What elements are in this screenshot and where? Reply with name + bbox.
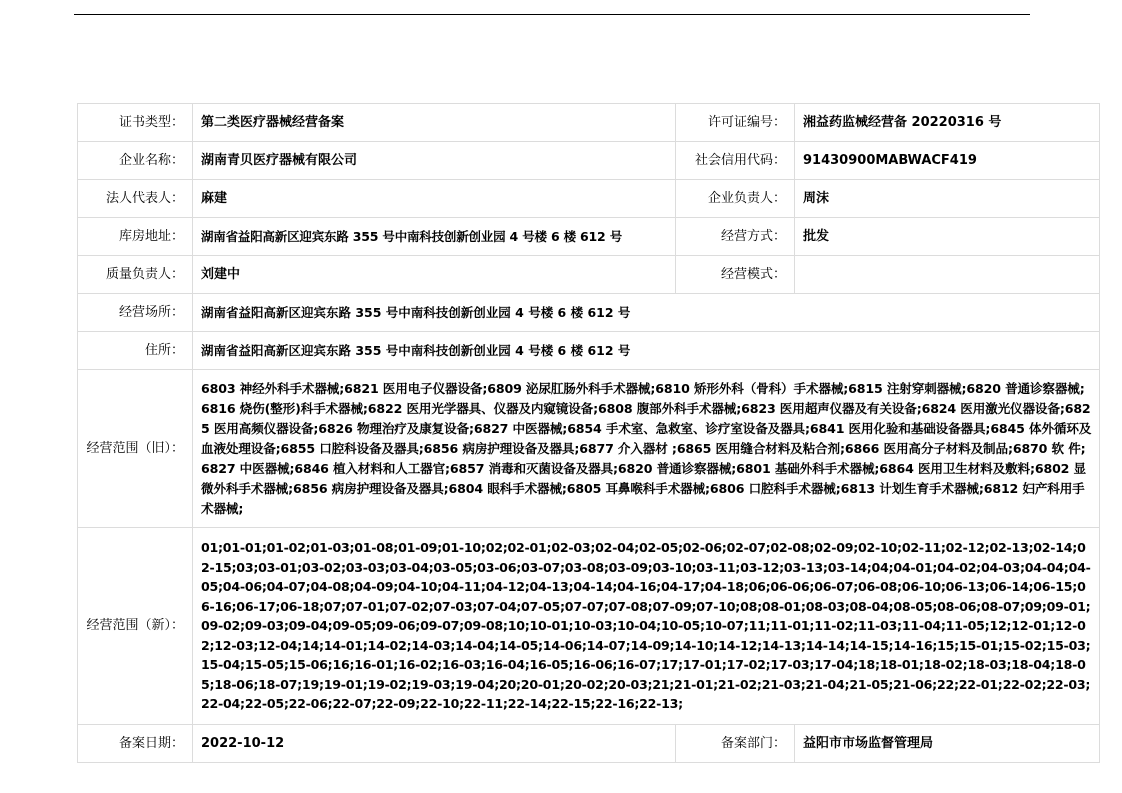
record-date-label: 备案日期： [78,725,193,763]
filing-record-table [77,103,1100,763]
warehouse-value: 湖南省益阳高新区迎宾东路 355 号中南科技创新创业园 4 号楼 6 楼 612 号 [193,218,676,256]
row-scope-old [78,370,1100,528]
warehouse-label: 库房地址： [78,218,193,256]
residence-value: 湖南省益阳高新区迎宾东路 355 号中南科技创新创业园 4 号楼 6 楼 612 号 [193,332,1100,370]
row-legal-rep [78,180,1100,218]
legal-rep-label: 法人代表人： [78,180,193,218]
license-no-value: 湘益药监械经营备 20220316 号 [795,104,1100,142]
residence-label: 住所： [78,332,193,370]
company-label: 企业名称： [78,142,193,180]
scope-new-value: 01;01-01;01-02;01-03;01-08;01-09;01-10;02;02-01;02-03;02-04;02-05;02-06;02-07;02-08;02-09;02-10;02-11;02-12;02-13;02-14;02-15;03;03-01;03-02;03-03;03-04;03-05;03-06;03-07;03-08;03-09;03-10;03-11;03-12;03-13;03-14;04;04-01;04-02;04-03;04-04;04-05;04-06;04-07;04-08;04-09;04-10;04-11;04-12;04-13;04-14;04-16;04-17;04-18;06;06-06;06-07;06-08;06-10;06-13;06-14;06-15;06-16;06-17;06-18;07;07-01;07-02;07-03;07-04;07-05;07-07;07-08;07-09;07-10;08;08-01;08-03;08-04;08-05;08-06;08-07;09;09-01;09-02;09-03;09-04;09-05;09-06;09-07;09-08;10;10-01;10-03;10-04;10-05;10-07;11;11-01;11-02;11-03;11-04;11-05;12;12-01;12-02;12-03;12-04;14;14-01;14-02;14-03;14-04;14-05;14-06;14-07;14-09;14-10;14-12;14-13;14-14;14-15;14-16;15;15-01;15-02;15-03;15-04;15-05;15-06;16;16-01;16-02;16-03;16-04;16-05;16-06;16-07;17;17-01;17-02;17-03;17-04;18;18-01;18-02;18-03;18-04;18-05;18-06;18-07;19;19-01;19-02;19-03;19-04;20;20-01;20-02;20-03;21;21-01;21-02;21-03;21-04;21-05;21-06;22;22-01;22-02;22-03;22-04;22-05;22-06;22-07;22-09;22-10;22-11;22-14;22-15;22-16;22-13; [193,528,1100,725]
department-value: 益阳市市场监督管理局 [795,725,1100,763]
quality-label: 质量负责人： [78,256,193,294]
premises-value: 湖南省益阳高新区迎宾东路 355 号中南科技创新创业园 4 号楼 6 楼 612 号 [193,294,1100,332]
top-divider [74,14,1030,15]
row-warehouse [78,218,1100,256]
row-company [78,142,1100,180]
business-pattern-value [795,256,1100,294]
row-residence [78,332,1100,370]
license-no-label: 许可证编号： [676,104,795,142]
credit-code-label: 社会信用代码： [676,142,795,180]
scope-old-label: 经营范围（旧）： [78,370,193,528]
principal-label: 企业负责人： [676,180,795,218]
row-cert-type [78,104,1100,142]
record-date-value: 2022-10-12 [193,725,676,763]
department-label: 备案部门： [676,725,795,763]
legal-rep-value: 麻建 [193,180,676,218]
business-pattern-label: 经营模式： [676,256,795,294]
cert-type-value: 第二类医疗器械经营备案 [193,104,676,142]
cert-type-label: 证书类型： [78,104,193,142]
credit-code-value: 91430900MABWACF419 [795,142,1100,180]
row-quality [78,256,1100,294]
company-value: 湖南青贝医疗器械有限公司 [193,142,676,180]
business-mode-label: 经营方式： [676,218,795,256]
premises-label: 经营场所： [78,294,193,332]
business-mode-value: 批发 [795,218,1100,256]
row-premises [78,294,1100,332]
row-record-date [78,725,1100,763]
quality-value: 刘建中 [193,256,676,294]
scope-new-label: 经营范围（新）： [78,528,193,725]
scope-old-value: 6803 神经外科手术器械;6821 医用电子仪器设备;6809 泌尿肛肠外科手术器械;6810 矫形外科（骨科）手术器械;6815 注射穿刺器械;6820 普通诊察器械;6816 烧伤(整形)科手术器械;6822 医用光学器具、仪器及内窥镜设备;6808 腹部外科手术器械;6823 医用超声仪器及有关设备;6824 医用激光仪器设备;6825 医用高频仪器设备;6826 物理治疗及康复设备;6827 中医器械;6854 手术室、急救室、诊疗室设备及器具;6841 医用化验和基础设备器具;6845 体外循环及血液处理设备;6855 口腔科设备及器具;6856 病房护理设备及器具;6877 介入器材 ;6865 医用缝合材料及粘合剂;6866 医用高分子材料及制品;6870 软 件;6827 中医器械;6846 植入材料和人工器官;6857 消毒和灭菌设备及器具;6820 普通诊察器械;6801 基础外科手术器械;6864 医用卫生材料及敷料;6802 显微外科手术器械;6856 病房护理设备及器具;6804 眼科手术器械;6805 耳鼻喉科手术器械;6806 口腔科手术器械;6813 计划生育手术器械;6812 妇产科用手术器械; [193,370,1100,528]
row-scope-new [78,528,1100,725]
principal-value: 周沫 [795,180,1100,218]
